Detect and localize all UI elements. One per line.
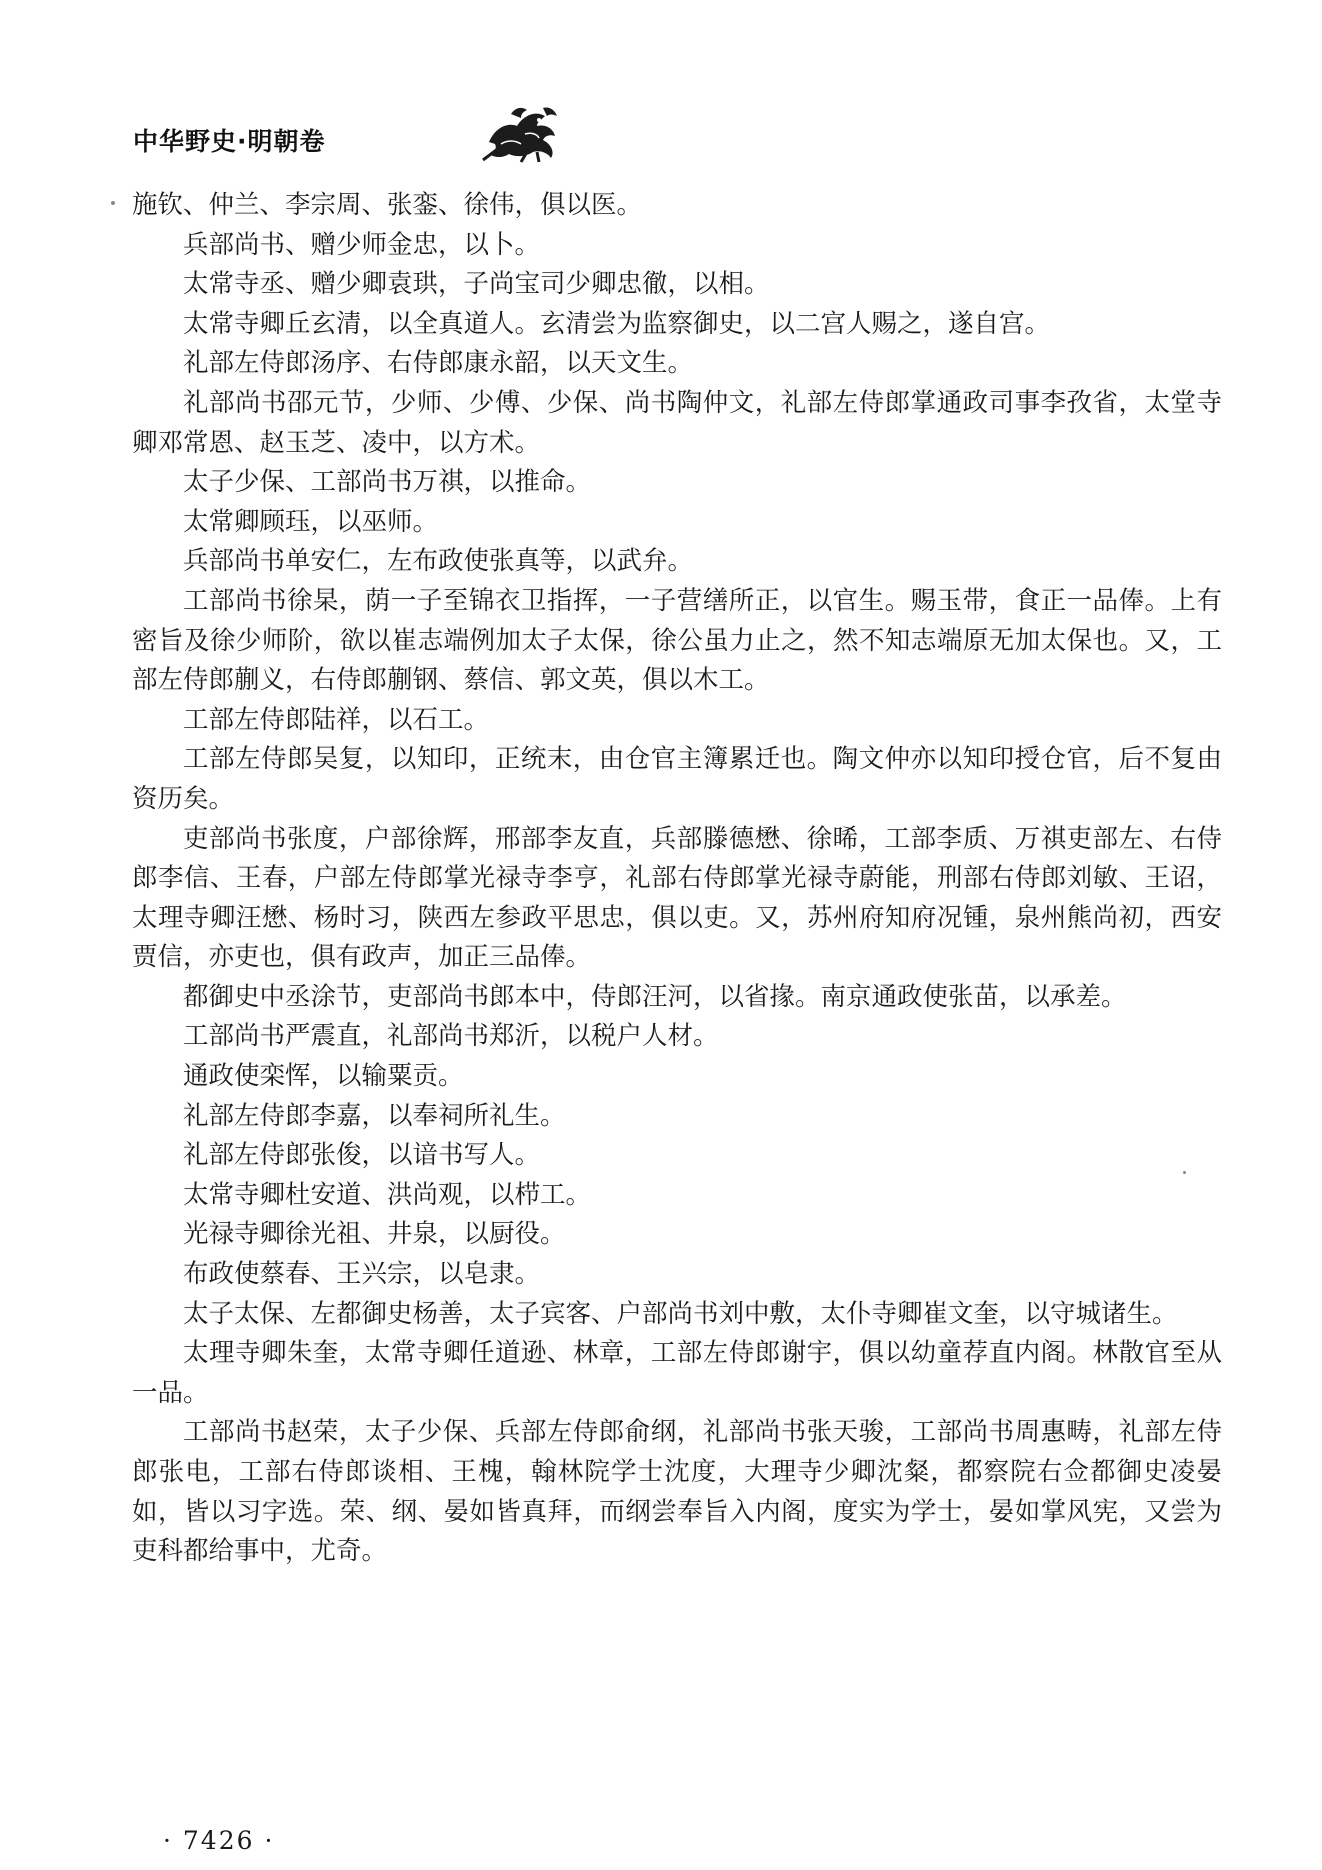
paragraph: 工部尚书严震直，礼部尚书郑沂，以税户人材。 xyxy=(183,1021,719,1052)
paragraph: 礼部左侍郎汤序、右侍郎康永韶，以天文生。 xyxy=(183,348,694,379)
paragraph: 布政使蔡春、王兴宗，以皂隶。 xyxy=(183,1259,541,1290)
paragraph: 太子太保、左都御史杨善，太子宾客、户部尚书刘中敷，太仆寺卿崔文奎，以守城诸生。 xyxy=(183,1298,1178,1329)
dragon-emblem-icon xyxy=(481,104,571,164)
paragraph: 太常寺丞、赠少卿袁珙，子尚宝司少卿忠徹，以相。 xyxy=(183,269,770,300)
paragraph: 礼部尚书邵元节，少师、少傅、少保、尚书陶仲文，礼部左侍郎掌通政司事李孜省，太堂寺卿邓常恩、赵玉芝、凌中，以方术。 xyxy=(132,387,1222,458)
paragraph: 兵部尚书单安仁，左布政使张真等，以武弁。 xyxy=(183,546,694,577)
paragraph: 太常卿顾珏，以巫师。 xyxy=(183,506,439,537)
paragraph: 通政使栾恽，以输粟贡。 xyxy=(183,1061,464,1092)
running-title: 中华野史·明朝卷 xyxy=(133,127,326,156)
paragraph: 工部尚书徐杲，荫一子至锦衣卫指挥，一子营缮所正，以官生。赐玉带，食正一品俸。上有密旨及徐少师阶，欲以崔志端例加太子太保，徐公虽力止之，然不知志端原无加太保也。又，工部左侍郎蒯义，右侍郎蒯钢、蔡信、郭文英，俱以木工。 xyxy=(132,585,1222,696)
body-text xyxy=(132,186,1222,1572)
page-number: · 7426 · xyxy=(163,1826,275,1855)
paragraph: 兵部尚书、赠少师金忠，以卜。 xyxy=(183,229,541,260)
paragraph: 施钦、仲兰、李宗周、张銮、徐伟，俱以医。 xyxy=(132,190,643,220)
paragraph: 都御史中丞涂节，吏部尚书郎本中，侍郎汪河，以省掾。南京通政使张苗，以承差。 xyxy=(183,981,1127,1012)
paragraph: 光禄寺卿徐光祖、井泉，以厨役。 xyxy=(183,1219,566,1250)
paragraph: 工部左侍郎吴复，以知印，正统末，由仓官主簿累迁也。陶文仲亦以知印授仓官，后不复由资历矣。 xyxy=(132,744,1222,814)
paragraph: 太常寺卿丘玄清，以全真道人。玄清尝为监察御史，以二宫人赐之，遂自宫。 xyxy=(183,308,1051,339)
page-header xyxy=(133,104,593,164)
paragraph: 太常寺卿杜安道、洪尚观，以栉工。 xyxy=(183,1179,592,1210)
paragraph: 工部左侍郎陆祥，以石工。 xyxy=(183,704,490,735)
paragraph: 太理寺卿朱奎，太常寺卿任道逊、林章，工部左侍郎谢宇，俱以幼童荐直内阁。林散官至从一品。 xyxy=(132,1338,1222,1408)
paragraph: 礼部左侍郎张俊，以谙书写人。 xyxy=(183,1140,541,1171)
scan-speck xyxy=(111,201,115,205)
paragraph: 礼部左侍郎李嘉，以奉祠所礼生。 xyxy=(183,1100,566,1131)
paragraph: 太子少保、工部尚书万祺，以推命。 xyxy=(183,467,592,498)
paragraph: 吏部尚书张度，户部徐辉，邢部李友直，兵部滕德懋、徐晞，工部李质、万祺吏部左、右侍郎李信、王春，户部左侍郎掌光禄寺李亨，礼部右侍郎掌光禄寺蔚能，刑部右侍郎刘敏、王诏，太理寺卿汪懋、杨时习，陕西左参政平思忠，俱以吏。又，苏州府知府况锺，泉州熊尚初，西安贾信，亦吏也，俱有政声，加正三品俸。 xyxy=(132,823,1222,973)
paragraph: 工部尚书赵荣，太子少保、兵部左侍郎俞纲，礼部尚书张天骏，工部尚书周惠畴，礼部左侍郎张电，工部右侍郎谈相、王槐，翰林院学士沈度，大理寺少卿沈粲，都察院右佥都御史凌晏如，皆以习字选。荣、纲、晏如皆真拜，而纲尝奉旨入内阁，度实为学士，晏如掌风宪，又尝为吏科都给事中，尤奇。 xyxy=(132,1417,1222,1567)
